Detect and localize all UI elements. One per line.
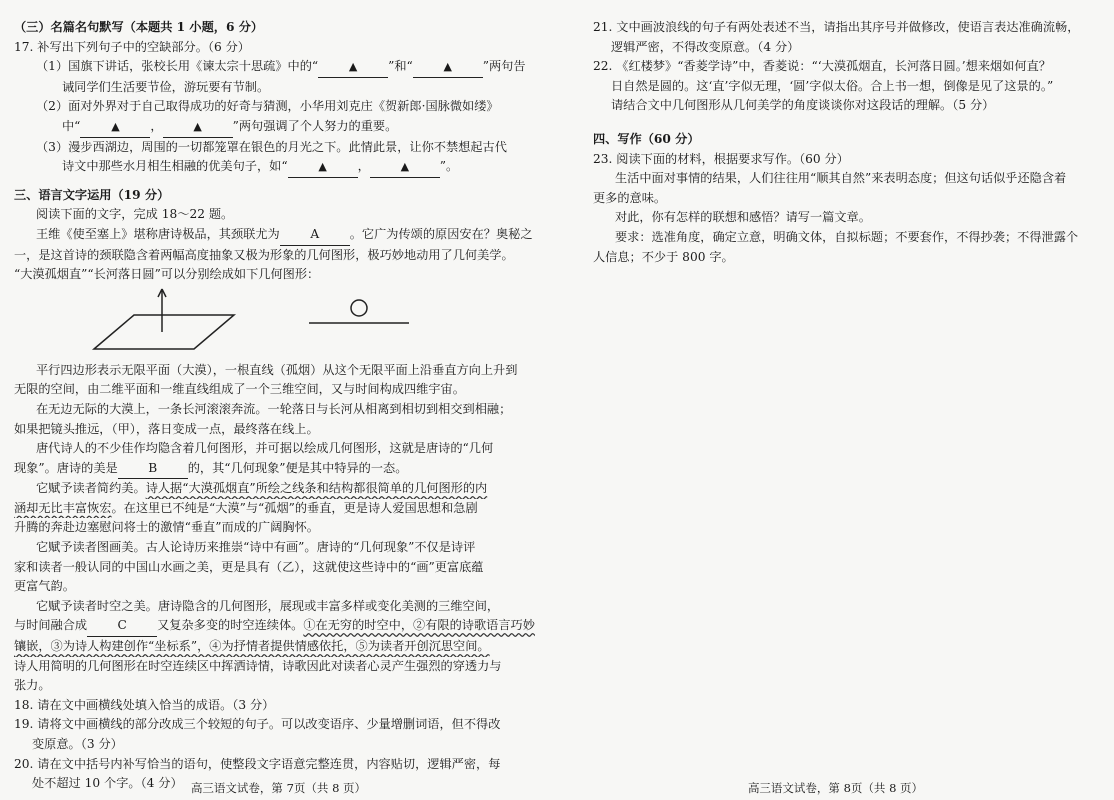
material-p1-cont: 更多的意味。: [593, 190, 667, 205]
page-footer-8: 高三语文试卷，第 8页（共 8 页）: [747, 781, 924, 795]
blank-b: B: [118, 459, 188, 480]
blank-c: C: [87, 616, 157, 637]
passage-p1-cont: 一，是这首诗的颈联隐含着两幅高度抽象又极为形象的几何图形，极巧妙地动用了几何美学。: [14, 247, 514, 262]
passage-p2: 平行四边形表示无限平面（大漠），一根直线（孤烟）从这个无限平面上沿垂直方向上升到: [36, 362, 518, 377]
page-footer-7: 高三语文试卷，第 7页（共 8 页）: [190, 781, 367, 795]
material-p2: 对此，你有怎样的联想和感悟？请写一篇文章。: [615, 210, 871, 225]
question-22: 22. 《红楼梦》“香菱学诗”中，香菱说：“‘大漠孤烟直，长河落日圆。’想来烟如何直？: [593, 59, 1051, 74]
question-21: 21. 文中画波浪线的句子有两处表述不当，请指出其序号并做修改，使语言表达准确流畅，: [593, 20, 1080, 34]
question-21-cont: 逻辑严密，不得改变原意。（4 分）: [611, 39, 800, 54]
answer-blank: ▲: [80, 117, 150, 138]
answer-blank: ▲: [318, 57, 388, 78]
passage-p3: 在无边无际的大漠上，一条长河滚滚奔流。一轮落日与长河从相离到相切到相交到相融；: [36, 401, 512, 416]
wavy-sentence-2: ①在无穷的时空中，②有限的诗歌语言巧妙: [303, 618, 535, 633]
q17-2-line1: （2）面对外界对于自己取得成功的好奇与猜测，小华用刘克庄《贺新郎·国脉微如缕》: [36, 99, 499, 114]
setting-sun-circle: [351, 300, 367, 316]
passage-p1-end: “大漠孤烟直”“长河落日圆”可以分别绘成如下几何图形：: [14, 267, 320, 282]
passage-p6: 它赋予读者图画美。古人论诗历来推崇“诗中有画”。唐诗的“几何现象”不仅是诗评: [36, 540, 476, 555]
passage-p2-cont: 无限的空间，由二维平面和一维直线组成了一个三维空间，又与时间构成四维宇宙。: [14, 382, 465, 397]
passage-p4-cont: 现象”。唐诗的美是 B 的，其“几何现象”便是其中特异的一态。: [14, 459, 543, 480]
q17-3-line1: （3）漫步西湖边，周围的一切都笼罩在银色的月光之下。此情此景，让你不禁想起古代: [36, 139, 507, 154]
passage-p4: 唐代诗人的不少佳作均隐含着几何图形，并可据以绘成几何图形，这就是唐诗的“几何: [36, 441, 494, 456]
q17-3-line2: 诗文中那些水月相生相融的优美句子，如“ ▲ ， ▲ ”。: [14, 157, 543, 178]
answer-blank: ▲: [288, 157, 358, 178]
passage-p6-cont: 家和读者一般认同的中国山水画之美，更是具有（乙），这就使这些诗中的“画”更富底蕴: [14, 559, 484, 574]
reading-intro: 阅读下面的文字，完成 18～22 题。: [36, 207, 234, 222]
answer-blank: ▲: [413, 57, 483, 78]
wavy-sentence-1: 诗人据“大漠孤烟直”所绘之线条和结构都很简单的几何图形的内: [145, 481, 488, 496]
passage-p5: 它赋予读者简约美。诗人据“大漠孤烟直”所绘之线条和结构都很简单的几何图形的内: [36, 481, 488, 496]
question-20-cont: 处不超过 10 个字。（4 分）: [32, 776, 183, 791]
question-22-end: 请结合文中几何图形从几何美学的角度谈谈你对这段话的理解。（5 分）: [611, 98, 995, 113]
right-page: [557, 0, 1114, 800]
passage-p5-end: 升腾的奔赴边塞慰问将士的激情“垂直”而成的广阔胸怀。: [14, 520, 319, 535]
answer-blank: ▲: [163, 117, 233, 138]
question-19-cont: 变原意。（3 分）: [32, 737, 123, 751]
passage-p1: 王维《使至塞上》堪称唐诗极品，其颈联尤为 A 。它广为传颂的原因安在？奥秘之: [14, 225, 543, 246]
question-22-cont: 日自然是圆的。这‘直’字似无理，‘圆’字似太俗。合上书一想，倒像是见了这景的。”: [611, 78, 1054, 93]
answer-blank: ▲: [370, 157, 440, 178]
question-18: 18. 请在文中画横线处填入恰当的成语。（3 分）: [14, 697, 275, 712]
geometry-diagram: [14, 287, 434, 357]
question-20: 20. 请在文中括号内补写恰当的语句，使整段文字语意完整连贯，内容贴切，逻辑严密，每: [14, 756, 501, 771]
passage-p7-wavy: 镶嵌，③为诗人构建创作“坐标系”，④为抒情者提供情感依托，⑤为读者开创沉思空间。: [14, 639, 490, 654]
blank-a: A: [280, 225, 350, 246]
question-23: 23. 阅读下面的材料，根据要求写作。（60 分）: [593, 151, 849, 166]
section3-title: （三）名篇名句默写（本题共 1 小题，6 分）: [14, 20, 264, 34]
passage-p6-end: 更富气韵。: [14, 579, 75, 594]
requirements-cont: 人信息；不少于 800 字。: [593, 249, 734, 264]
parallelogram-desert: [94, 315, 234, 349]
passage-p7-e: 张力。: [14, 678, 51, 693]
geometry-figures: [14, 287, 543, 357]
passage-p3-cont: 如果把镜头推远，（甲），落日变成一点，最终落在线上。: [14, 421, 319, 436]
question-17: 17. 补写出下列句子中的空缺部分。（6 分）: [14, 39, 250, 54]
q17-1-line2: 诫同学们生活要节俭，游玩要有节制。: [62, 79, 270, 94]
q17-1-line1: （1）国旗下讲话，张校长用《谏太宗十思疏》中的“ ▲ ”和“ ▲ ”两句告: [14, 57, 543, 78]
section-language-title: 三、语言文字运用（19 分）: [14, 187, 170, 202]
passage-p7-d: 诗人用简明的几何图形在时空连续区中挥洒诗情，诗歌因此对读者心灵产生强烈的穿透力与: [14, 658, 502, 673]
material-p1: 生活中面对事情的结果，人们往往用“顺其自然”来表明态度；但这句话似乎还隐含着: [615, 171, 1067, 186]
requirements: 要求：选准角度，确定立意，明确文体，自拟标题；不要套作，不得抄袭；不得泄露个: [615, 229, 1079, 244]
section4-title: 四、写作（60 分）: [593, 131, 700, 146]
question-19: 19. 请将文中画横线的部分改成三个较短的句子。可以改变语序、少量增删词语，但不得改: [14, 717, 501, 732]
q17-2-line2: 中“ ▲ ， ▲ ”两句强调了个人努力的重要。: [14, 117, 543, 138]
passage-p7-cont: 与时间融合成 C 又复杂多变的时空连续体。①在无穷的时空中，②有限的诗歌语言巧妙: [14, 616, 543, 637]
passage-p7: 它赋予读者时空之美。唐诗隐含的几何图形，展现或丰富多样或变化美测的三维空间，: [36, 598, 500, 613]
passage-p5-cont: 涵却无比丰富恢宏。在这里已不纯是“大漠”与“孤烟”的垂直，更是诗人爱国思想和急剧: [14, 500, 478, 515]
